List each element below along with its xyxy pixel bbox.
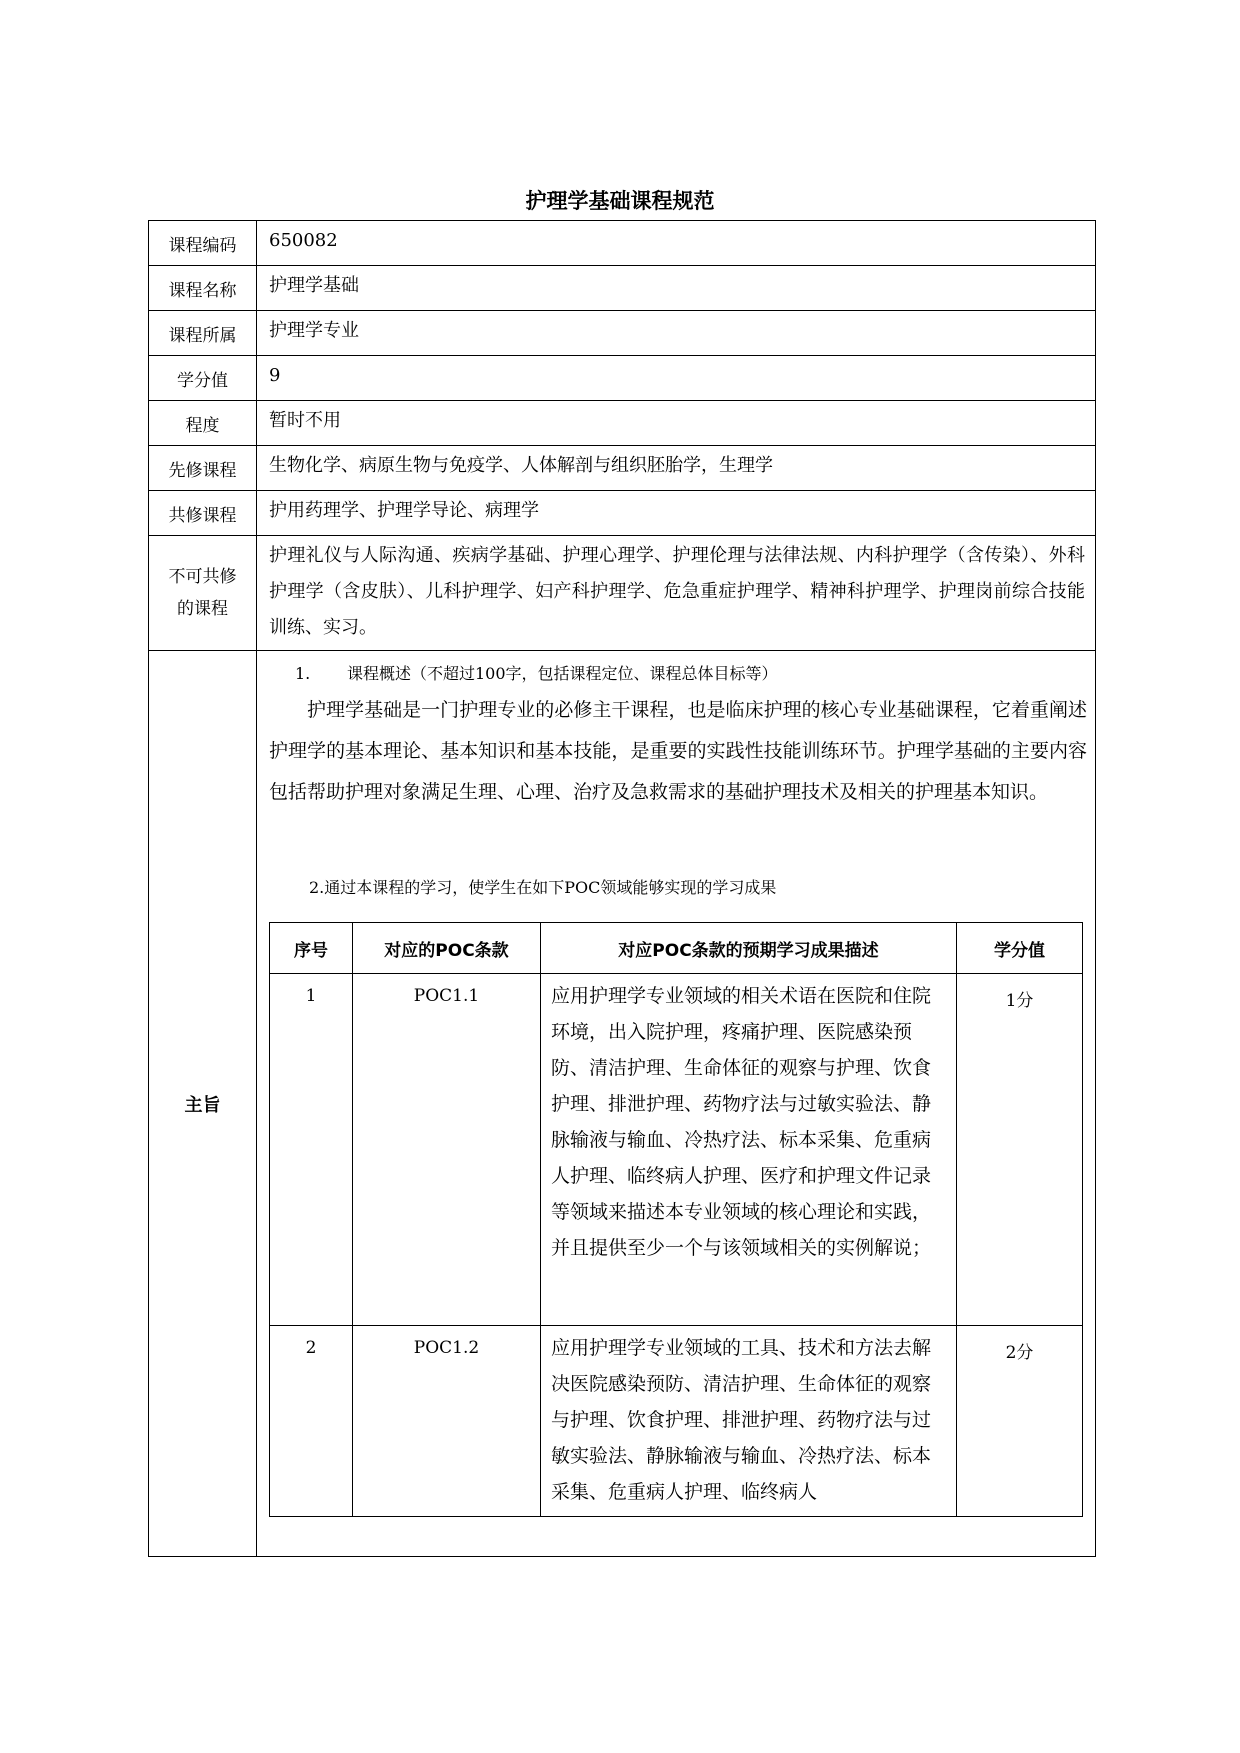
overview-number: 1.: [295, 664, 311, 683]
poc-header-poc: 对应的POC条款: [353, 923, 541, 974]
value-exclusive: 护理礼仪与人际沟通、疾病学基础、护理心理学、护理伦理与法律法规、内科护理学（含传染）、外科护理学（含皮肤）、儿科护理学、妇产科护理学、危急重症护理学、精神科护理学、护理岗前综合技能训练、实习。: [257, 536, 1096, 651]
overview-text: 护理学基础是一门护理专业的必修主干课程，也是临床护理的核心专业基础课程，它着重阐述护理学的基本理论、基本知识和基本技能，是重要的实践性技能训练环节。护理学基础的主要内容包括帮助护理对象满足生理、心理、治疗及急救需求的基础护理技术及相关的护理基本知识。: [269, 699, 1087, 803]
poc-row-poc: POC1.1: [353, 974, 541, 1326]
table-row: [270, 1326, 1083, 1517]
poc-row-credit: 1分: [957, 974, 1083, 1326]
label-course-name: 课程名称: [149, 266, 257, 311]
poc-header-desc: 对应POC条款的预期学习成果描述: [541, 923, 957, 974]
label-exclusive: [149, 536, 257, 651]
row-prereq: [149, 446, 1096, 491]
row-coreq: [149, 491, 1096, 536]
poc-header-credit: 学分值: [957, 923, 1083, 974]
label-course-code: 课程编码: [149, 221, 257, 266]
value-course-name: 护理学基础: [257, 266, 1096, 311]
row-credit: [149, 356, 1096, 401]
poc-row-credit: 2分: [957, 1326, 1083, 1517]
value-course-dept: 护理学专业: [257, 311, 1096, 356]
main-content: [257, 651, 1096, 1557]
label-main: 主旨: [149, 651, 257, 1557]
label-credit: 学分值: [149, 356, 257, 401]
poc-row-desc: 应用护理学专业领域的工具、技术和方法去解决医院感染预防、清洁护理、生命体征的观察与护理、饮食护理、排泄护理、药物疗法与过敏实验法、静脉输液与输血、冷热疗法、标本采集、危重病人护理、临终病人: [541, 1326, 957, 1517]
row-level: [149, 401, 1096, 446]
table-row: [270, 974, 1083, 1326]
label-exclusive-line2: 的课程: [177, 599, 228, 619]
row-main: [149, 651, 1096, 1557]
overview-heading-text: 课程概述（不超过100字，包括课程定位、课程总体目标等）: [347, 664, 778, 683]
value-level: 暂时不用: [257, 401, 1096, 446]
poc-row-desc: 应用护理学专业领域的相关术语在医院和住院环境，出入院护理，疼痛护理、医院感染预防、清洁护理、生命体征的观察与护理、饮食护理、排泄护理、药物疗法与过敏实验法、静脉输液与输血、冷热疗法、标本采集、危重病人护理、临终病人护理、医疗和护理文件记录等领域来描述本专业领域的核心理论和实践，并且提供至少一个与该领域相关的实例解说；: [541, 974, 957, 1326]
row-course-code: [149, 221, 1096, 266]
value-prereq: 生物化学、病原生物与免疫学、人体解剖与组织胚胎学，生理学: [257, 446, 1096, 491]
section2-heading: 2.通过本课程的学习，使学生在如下POC领域能够实现的学习成果: [309, 878, 777, 897]
poc-table: [269, 922, 1083, 1517]
poc-row-no: 1: [270, 974, 353, 1326]
page-title: 护理学基础课程规范: [525, 189, 715, 213]
poc-header-no: 序号: [270, 923, 353, 974]
row-course-name: [149, 266, 1096, 311]
label-coreq: 共修课程: [149, 491, 257, 536]
value-course-code: 650082: [257, 221, 1096, 266]
poc-row-poc: POC1.2: [353, 1326, 541, 1517]
row-exclusive: [149, 536, 1096, 651]
label-exclusive-line1: 不可共修: [168, 567, 237, 587]
label-prereq: 先修课程: [149, 446, 257, 491]
overview-heading: [295, 661, 1095, 684]
course-spec-table: [148, 220, 1096, 1557]
value-coreq: 护用药理学、护理学导论、病理学: [257, 491, 1096, 536]
value-credit: 9: [257, 356, 1096, 401]
row-course-dept: [149, 311, 1096, 356]
label-course-dept: 课程所属: [149, 311, 257, 356]
poc-header-row: [270, 923, 1083, 974]
poc-row-no: 2: [270, 1326, 353, 1517]
label-level: 程度: [149, 401, 257, 446]
